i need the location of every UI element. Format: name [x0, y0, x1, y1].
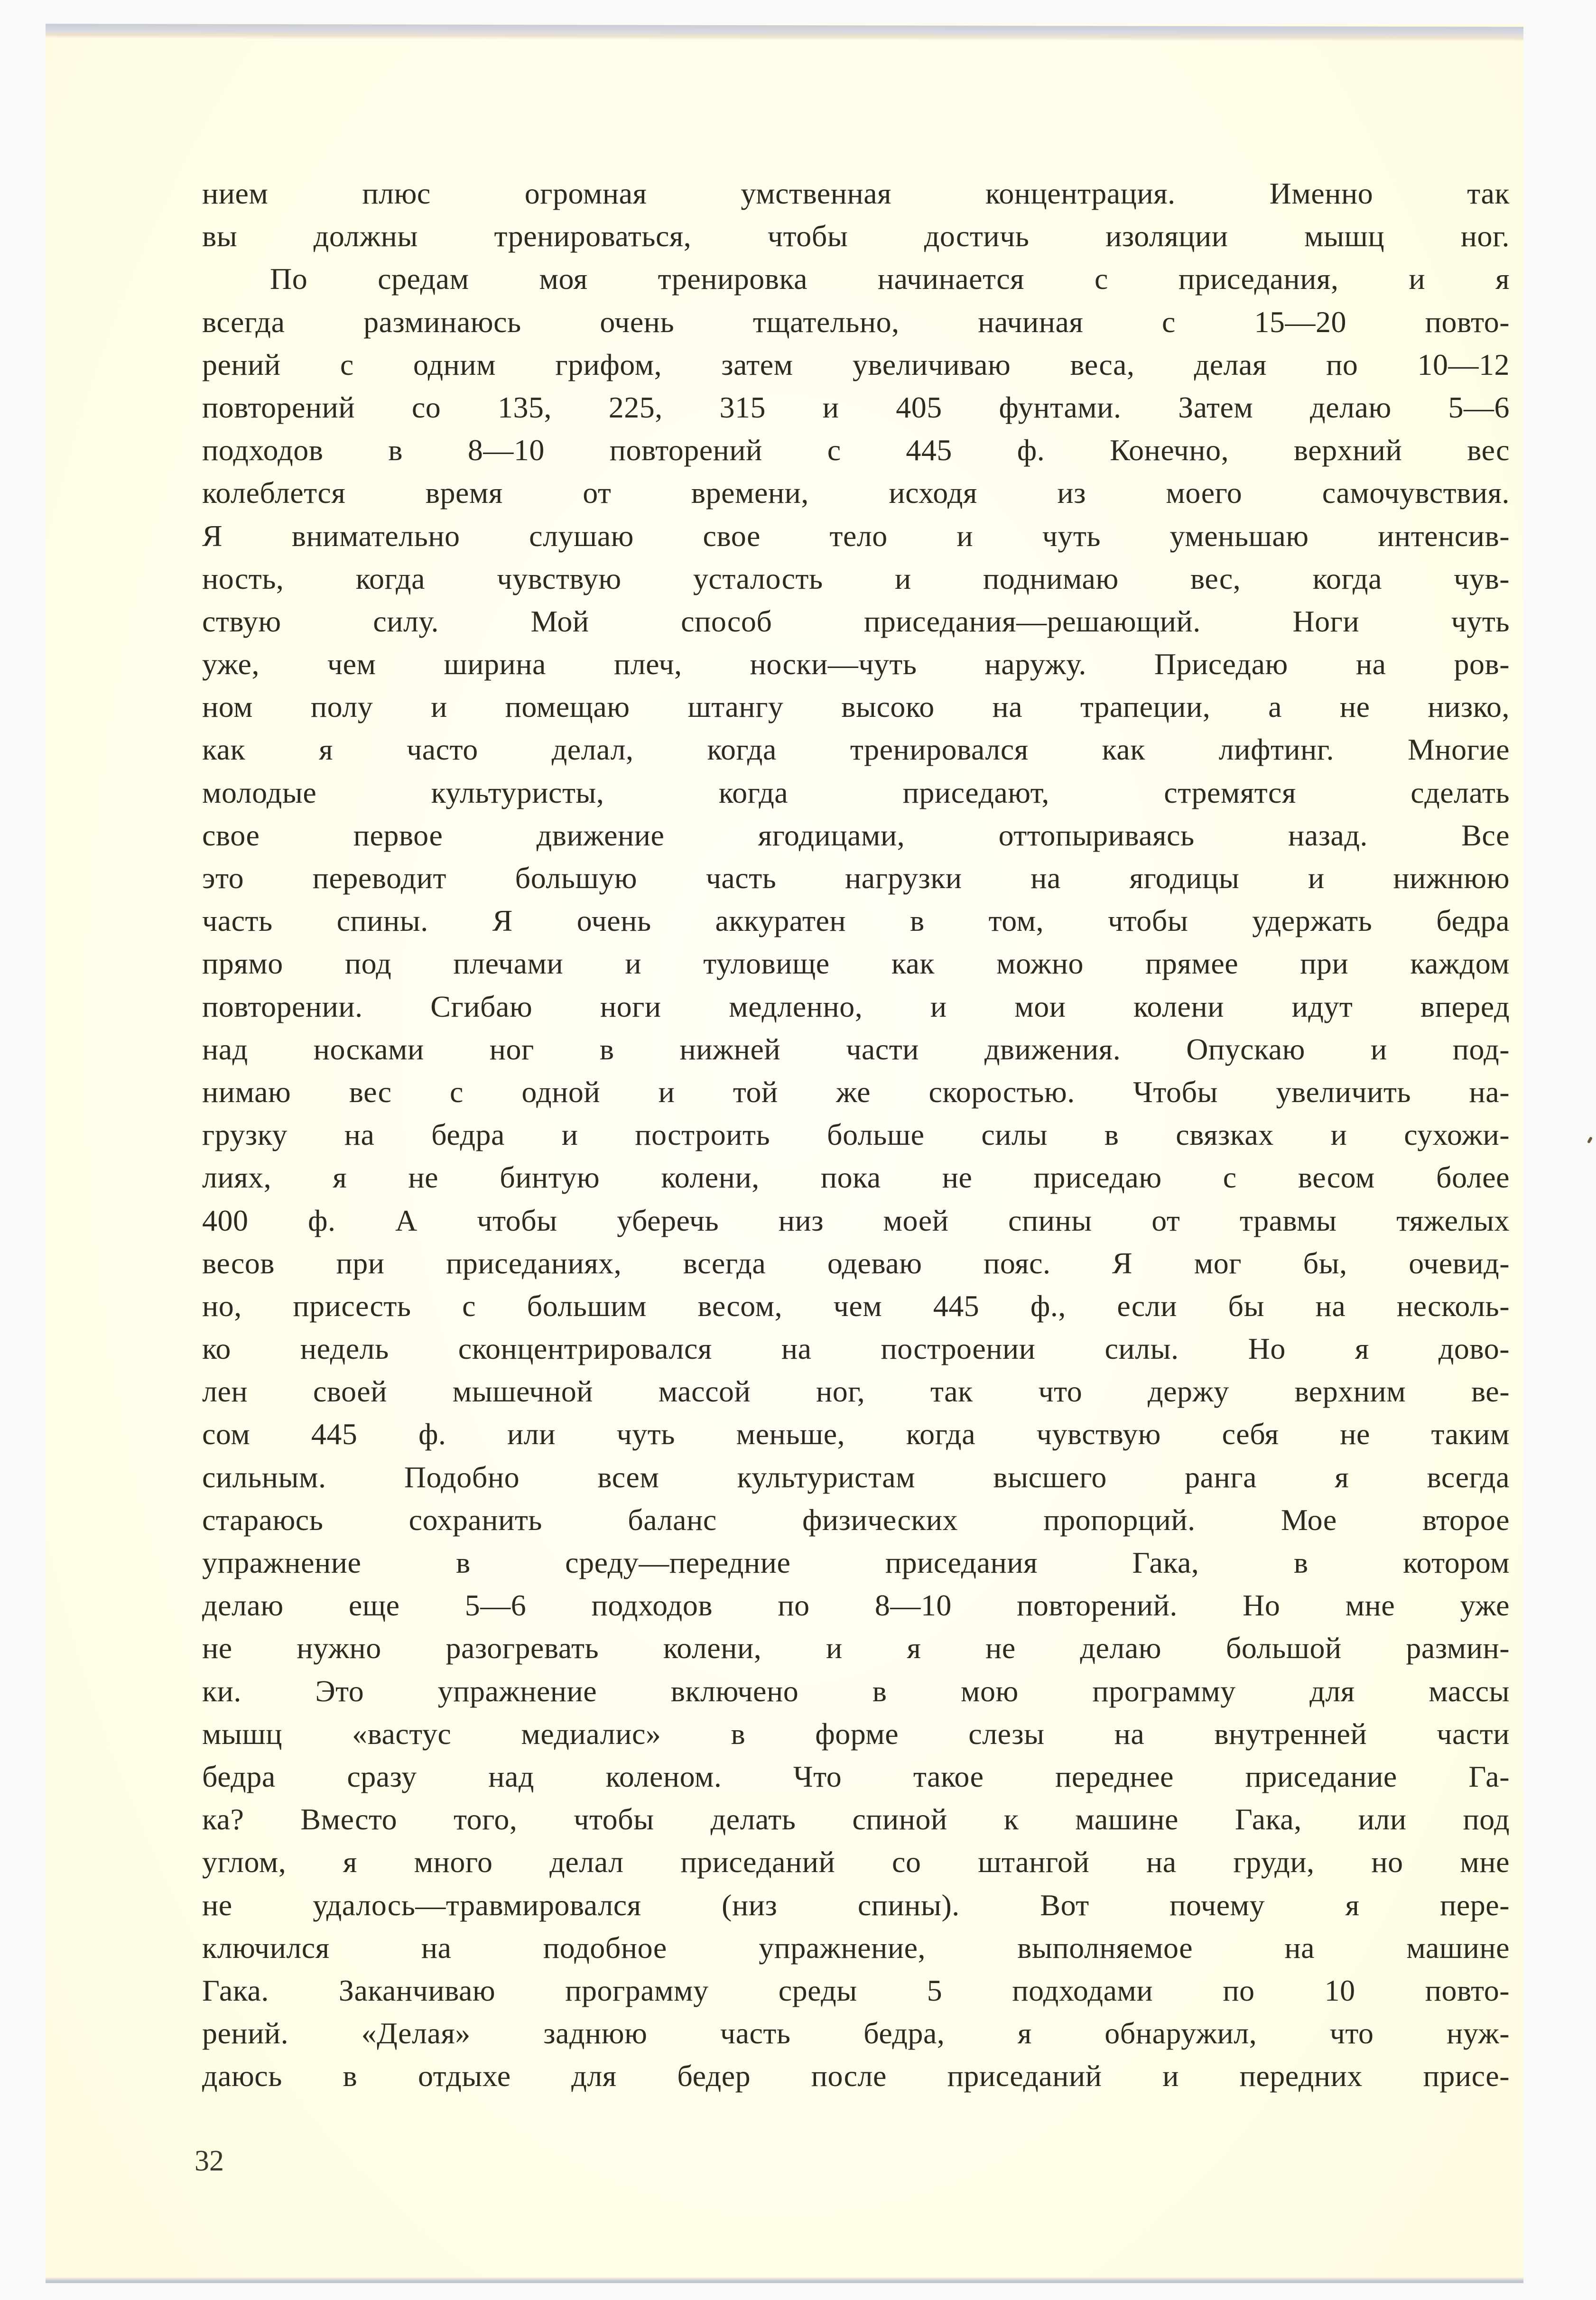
text-line: сильным. Подобно всем культуристам высшего ранга я всегда [202, 1460, 1510, 1494]
page-top-edge [46, 24, 1523, 42]
text-line: подходов в 8—10 повторений с 445 ф. Конечно, верхний вес [202, 433, 1510, 467]
text-line: даюсь в отдыхе для бедер после приседаний и передних присе- [202, 2059, 1510, 2093]
text-line: нием плюс огромная умственная концентрация. Именно так [202, 176, 1510, 210]
text-line: вы должны тренироваться, чтобы достичь изоляции мышц ног. [202, 219, 1510, 253]
text-line: ствую силу. Мой способ приседания—решающий. Ноги чуть [202, 604, 1510, 638]
text-line: ко недель сконцентрировался на построении силы. Но я дово- [202, 1332, 1510, 1366]
text-line: часть спины. Я очень аккуратен в том, чтобы удержать бедра [202, 904, 1510, 938]
text-line: рений. «Делая» заднюю часть бедра, я обнаружил, что нуж- [202, 2016, 1510, 2050]
text-line: не нужно разогревать колени, и я не делаю большой размин- [202, 1631, 1510, 1665]
text-line: всегда разминаюсь очень тщательно, начиная с 15—20 повто- [202, 305, 1510, 339]
body-text [202, 172, 1510, 2097]
text-line: как я часто делал, когда тренировался как лифтинг. Многие [202, 733, 1510, 767]
text-line: ки. Это упражнение включено в мою программу для массы [202, 1674, 1510, 1708]
page-bottom-edge [46, 2277, 1523, 2283]
text-line: свое первое движение ягодицами, оттопыриваясь назад. Все [202, 818, 1510, 852]
text-line: уже, чем ширина плеч, носки—чуть наружу. Приседаю на ров- [202, 647, 1510, 681]
text-line: рений с одним грифом, затем увеличиваю веса, делая по 10—12 [202, 347, 1510, 381]
text-line: нимаю вес с одной и той же скоростью. Чтобы увеличить на- [202, 1075, 1510, 1109]
text-line: колеблется время от времени, исходя из моего самочувствия. [202, 476, 1510, 510]
text-line: ность, когда чувствую усталость и поднимаю вес, когда чув- [202, 561, 1510, 595]
dirt-speck [1587, 1136, 1593, 1143]
text-line: ключился на подобное упражнение, выполняемое на машине [202, 1930, 1510, 1965]
text-line: лен своей мышечной массой ног, так что держу верхним ве- [202, 1374, 1510, 1409]
text-line: молодые культуристы, когда приседают, стремятся сделать [202, 775, 1510, 809]
text-line: ка? Вместо того, чтобы делать спиной к машине Гака, или под [202, 1802, 1510, 1836]
text-line: прямо под плечами и туловище как можно прямее при каждом [202, 946, 1510, 981]
text-line: повторений со 135, 225, 315 и 405 фунтами. Затем делаю 5—6 [202, 390, 1510, 424]
text-line: стараюсь сохранить баланс физических пропорций. Мое второе [202, 1502, 1510, 1537]
text-line: делаю еще 5—6 подходов по 8—10 повторений. Но мне уже [202, 1588, 1510, 1623]
text-line: Я внимательно слушаю свое тело и чуть уменьшаю интенсив- [202, 519, 1510, 553]
text-line: ном полу и помещаю штангу высоко на трапеции, а не низко, [202, 690, 1510, 724]
paragraph-first-line: По средам моя тренировка начинается с приседания, и я [270, 262, 1510, 296]
text-line: не удалось—травмировался (низ спины). Вот почему я пере- [202, 1888, 1510, 1922]
page-number: 32 [195, 2145, 224, 2177]
text-line: сом 445 ф. или чуть меньше, когда чувствую себя не таким [202, 1417, 1510, 1451]
book-page [46, 24, 1523, 2283]
text-line: лиях, я не бинтую колени, пока не приседаю с весом более [202, 1160, 1510, 1195]
text-line: 400 ф. А чтобы уберечь низ моей спины от травмы тяжелых [202, 1203, 1510, 1237]
text-line: грузку на бедра и построить больше силы в связках и сухожи- [202, 1118, 1510, 1152]
text-line: мышц «вастус медиалис» в форме слезы на внутренней части [202, 1716, 1510, 1751]
text-line: повторении. Сгибаю ноги медленно, и мои колени идут вперед [202, 989, 1510, 1023]
text-line: Гака. Заканчиваю программу среды 5 подходами по 10 повто- [202, 1973, 1510, 2007]
text-line: над носками ног в нижней части движения. Опускаю и под- [202, 1032, 1510, 1066]
text-line: но, присесть с большим весом, чем 445 ф., если бы на несколь- [202, 1289, 1510, 1323]
text-line: бедра сразу над коленом. Что такое переднее приседание Га- [202, 1759, 1510, 1793]
text-line: упражнение в среду—передние приседания Гака, в котором [202, 1546, 1510, 1579]
text-line: это переводит большую часть нагрузки на ягодицы и нижнюю [202, 861, 1510, 895]
text-line: весов при приседаниях, всегда одеваю пояс. Я мог бы, очевид- [202, 1246, 1510, 1280]
text-line: углом, я много делал приседаний со штангой на груди, но мне [202, 1845, 1510, 1879]
